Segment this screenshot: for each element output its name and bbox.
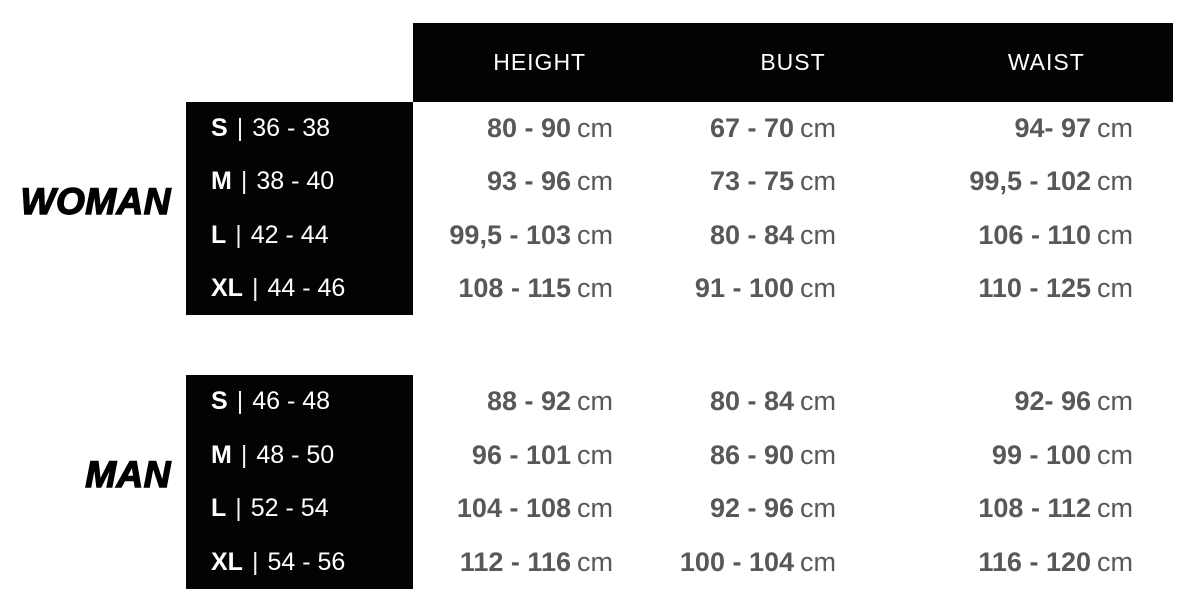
- size-letter: M: [211, 440, 232, 469]
- bust-value: 67 - 70: [709, 113, 794, 144]
- size-range: 42 - 44: [250, 220, 329, 249]
- size-separator: |: [251, 273, 259, 302]
- waist-cell: [920, 113, 1173, 144]
- unit-label: cm: [1097, 546, 1133, 577]
- size-letter: L: [211, 220, 227, 249]
- unit-label: cm: [800, 386, 836, 417]
- height-cell: [413, 440, 666, 471]
- unit-label: cm: [800, 439, 836, 470]
- waist-value: 99 - 100: [991, 439, 1091, 470]
- size-cell: [186, 221, 413, 250]
- bust-cell: [666, 113, 920, 144]
- size-range: 38 - 40: [256, 167, 335, 196]
- unit-label: cm: [800, 166, 836, 197]
- size-cell: [186, 494, 413, 523]
- table-row-man-xl: [186, 536, 1173, 590]
- bust-value: 80 - 84: [709, 219, 794, 250]
- bust-value: 100 - 104: [679, 546, 794, 577]
- size-cell: [186, 274, 413, 303]
- waist-value: 110 - 125: [978, 272, 1091, 303]
- height-cell: [413, 166, 666, 197]
- waist-cell: [920, 166, 1173, 197]
- height-value: 80 - 90: [486, 113, 571, 144]
- size-separator: |: [235, 220, 242, 249]
- table-row-man-m: [186, 429, 1173, 483]
- size-separator: |: [236, 387, 244, 416]
- size-letter: XL: [211, 273, 243, 302]
- size-separator: |: [251, 547, 259, 576]
- unit-label: cm: [800, 272, 836, 303]
- waist-cell: [920, 493, 1173, 524]
- bust-cell: [666, 440, 920, 471]
- size-range: 46 - 48: [252, 387, 331, 416]
- bust-value: 91 - 100: [694, 272, 794, 303]
- bust-value: 86 - 90: [709, 439, 794, 470]
- size-letter: M: [211, 167, 232, 196]
- size-cell: [186, 387, 413, 416]
- waist-value: 94- 97: [1014, 113, 1091, 144]
- size-cell: [186, 548, 413, 577]
- table-row-man-s: [186, 375, 1173, 429]
- height-cell: [413, 547, 666, 578]
- column-header-bust: BUST: [760, 49, 826, 75]
- size-range: 52 - 54: [250, 494, 329, 523]
- size-letter: S: [211, 114, 228, 143]
- unit-label: cm: [577, 272, 613, 303]
- size-range: 36 - 38: [252, 114, 331, 143]
- size-letter: L: [211, 494, 227, 523]
- unit-label: cm: [1097, 272, 1133, 303]
- column-header-height: HEIGHT: [493, 49, 587, 75]
- waist-value: 92- 96: [1014, 386, 1091, 417]
- height-cell: [413, 113, 666, 144]
- size-separator: |: [240, 167, 248, 196]
- size-separator: |: [235, 494, 242, 523]
- unit-label: cm: [577, 439, 613, 470]
- size-letter: XL: [211, 547, 243, 576]
- unit-label: cm: [577, 386, 613, 417]
- bust-cell: [666, 220, 920, 251]
- size-cell: [186, 114, 413, 143]
- section-man: [0, 375, 1173, 589]
- size-range: 54 - 56: [267, 547, 346, 576]
- unit-label: cm: [577, 113, 613, 144]
- waist-cell: [920, 220, 1173, 251]
- table-row-man-l: [186, 482, 1173, 536]
- bust-cell: [666, 493, 920, 524]
- unit-label: cm: [1097, 493, 1133, 524]
- section-label-man: MAN: [85, 454, 171, 495]
- size-letter: S: [211, 387, 228, 416]
- bust-value: 80 - 84: [709, 386, 794, 417]
- waist-cell: [920, 386, 1173, 417]
- height-value: 93 - 96: [486, 166, 571, 197]
- column-header-waist: WAIST: [1007, 49, 1085, 75]
- bust-cell: [666, 166, 920, 197]
- unit-label: cm: [1097, 219, 1133, 250]
- waist-value: 106 - 110: [978, 219, 1091, 250]
- unit-label: cm: [800, 219, 836, 250]
- unit-label: cm: [1097, 439, 1133, 470]
- section-rows-man: [186, 375, 1173, 589]
- section-rows-woman: [186, 102, 1173, 315]
- bust-cell: [666, 386, 920, 417]
- unit-label: cm: [1097, 113, 1133, 144]
- table-header: [413, 23, 1173, 102]
- unit-label: cm: [577, 219, 613, 250]
- unit-label: cm: [1097, 166, 1133, 197]
- height-cell: [413, 220, 666, 251]
- size-range: 44 - 46: [267, 273, 346, 302]
- waist-value: 108 - 112: [978, 493, 1091, 524]
- waist-cell: [920, 547, 1173, 578]
- size-separator: |: [236, 114, 244, 143]
- bust-value: 73 - 75: [709, 166, 794, 197]
- size-cell: [186, 441, 413, 470]
- size-range: 48 - 50: [256, 440, 335, 469]
- section-label-woman: WOMAN: [20, 180, 171, 222]
- unit-label: cm: [577, 546, 613, 577]
- unit-label: cm: [577, 166, 613, 197]
- waist-cell: [920, 273, 1173, 304]
- height-value: 108 - 115: [458, 272, 571, 303]
- unit-label: cm: [1097, 386, 1133, 417]
- table-row-woman-l: [186, 209, 1173, 262]
- waist-cell: [920, 440, 1173, 471]
- size-cell: [186, 167, 413, 196]
- height-cell: [413, 273, 666, 304]
- unit-label: cm: [800, 493, 836, 524]
- height-value: 104 - 108: [456, 493, 571, 524]
- waist-value: 99,5 - 102: [969, 166, 1091, 197]
- section-woman: [0, 102, 1173, 315]
- height-value: 96 - 101: [471, 439, 571, 470]
- size-separator: |: [240, 440, 248, 469]
- bust-cell: [666, 273, 920, 304]
- table-row-woman-s: [186, 102, 1173, 155]
- table-row-woman-m: [186, 155, 1173, 208]
- height-cell: [413, 493, 666, 524]
- height-value: 112 - 116: [459, 546, 571, 577]
- waist-value: 116 - 120: [978, 546, 1091, 577]
- table-row-woman-xl: [186, 262, 1173, 315]
- unit-label: cm: [800, 113, 836, 144]
- bust-value: 92 - 96: [709, 493, 794, 524]
- height-cell: [413, 386, 666, 417]
- height-value: 99,5 - 103: [449, 219, 571, 250]
- unit-label: cm: [577, 493, 613, 524]
- unit-label: cm: [800, 546, 836, 577]
- height-value: 88 - 92: [486, 386, 571, 417]
- bust-cell: [666, 547, 920, 578]
